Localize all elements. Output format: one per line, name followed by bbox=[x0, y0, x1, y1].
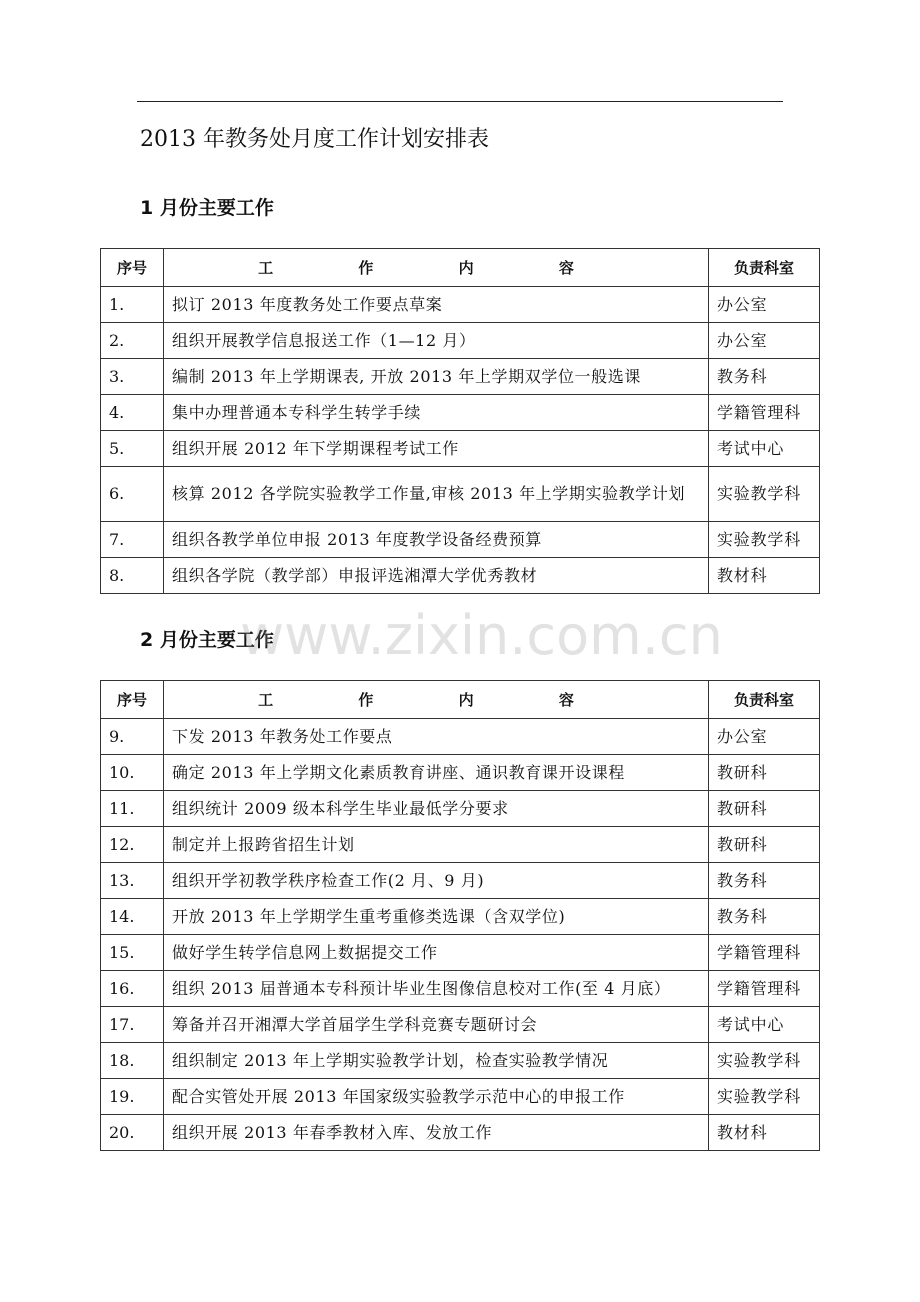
row-number: 3. bbox=[101, 359, 164, 395]
row-number: 8. bbox=[101, 558, 164, 594]
row-department: 教务科 bbox=[709, 359, 820, 395]
row-department: 考试中心 bbox=[709, 431, 820, 467]
row-department: 实验教学科 bbox=[709, 467, 820, 522]
table-row bbox=[101, 522, 820, 558]
row-department: 教务科 bbox=[709, 863, 820, 899]
header-num: 序号 bbox=[101, 681, 164, 719]
header-dept: 负责科室 bbox=[709, 249, 820, 287]
row-number: 17. bbox=[101, 1007, 164, 1043]
row-content: 编制 2013 年上学期课表, 开放 2013 年上学期双学位一般选课 bbox=[164, 359, 709, 395]
row-department: 教务科 bbox=[709, 899, 820, 935]
table-row bbox=[101, 755, 820, 791]
row-content: 集中办理普通本专科学生转学手续 bbox=[164, 395, 709, 431]
february-work-table bbox=[100, 680, 820, 1151]
row-department: 实验教学科 bbox=[709, 1079, 820, 1115]
table-row bbox=[101, 467, 820, 522]
section-heading-january: 1 月份主要工作 bbox=[140, 197, 274, 219]
document-title: 2013 年教务处月度工作计划安排表 bbox=[140, 127, 489, 152]
row-number: 18. bbox=[101, 1043, 164, 1079]
row-number: 19. bbox=[101, 1079, 164, 1115]
row-number: 10. bbox=[101, 755, 164, 791]
table-row bbox=[101, 935, 820, 971]
header-rule bbox=[137, 101, 783, 102]
row-content: 组织制定 2013 年上学期实验教学计划，检查实验教学情况 bbox=[164, 1043, 709, 1079]
table-row bbox=[101, 1043, 820, 1079]
row-content: 制定并上报跨省招生计划 bbox=[164, 827, 709, 863]
row-department: 教材科 bbox=[709, 1115, 820, 1151]
row-content: 确定 2013 年上学期文化素质教育讲座、通识教育课开设课程 bbox=[164, 755, 709, 791]
row-number: 13. bbox=[101, 863, 164, 899]
row-number: 1. bbox=[101, 287, 164, 323]
header-content: 工 作 内 容 bbox=[164, 249, 709, 287]
table-row bbox=[101, 827, 820, 863]
header-dept: 负责科室 bbox=[709, 681, 820, 719]
header-num: 序号 bbox=[101, 249, 164, 287]
row-department: 办公室 bbox=[709, 323, 820, 359]
table-row bbox=[101, 558, 820, 594]
january-work-table bbox=[100, 248, 820, 594]
row-department: 实验教学科 bbox=[709, 522, 820, 558]
table-row bbox=[101, 971, 820, 1007]
row-number: 12. bbox=[101, 827, 164, 863]
row-department: 教研科 bbox=[709, 827, 820, 863]
watermark: www.zixin.com.cn bbox=[240, 604, 723, 667]
table-row bbox=[101, 359, 820, 395]
row-department: 教研科 bbox=[709, 791, 820, 827]
row-content: 组织各学院（教学部）申报评选湘潭大学优秀教材 bbox=[164, 558, 709, 594]
table-row bbox=[101, 1115, 820, 1151]
row-department: 学籍管理科 bbox=[709, 395, 820, 431]
table-row bbox=[101, 899, 820, 935]
row-content: 组织各教学单位申报 2013 年度教学设备经费预算 bbox=[164, 522, 709, 558]
row-department: 教材科 bbox=[709, 558, 820, 594]
table-header-row bbox=[101, 249, 820, 287]
row-number: 5. bbox=[101, 431, 164, 467]
row-number: 11. bbox=[101, 791, 164, 827]
table-row bbox=[101, 863, 820, 899]
row-number: 15. bbox=[101, 935, 164, 971]
row-department: 考试中心 bbox=[709, 1007, 820, 1043]
table-row bbox=[101, 323, 820, 359]
row-number: 6. bbox=[101, 467, 164, 522]
row-department: 办公室 bbox=[709, 719, 820, 755]
table-row bbox=[101, 1079, 820, 1115]
row-number: 14. bbox=[101, 899, 164, 935]
table-row bbox=[101, 287, 820, 323]
table-header-row bbox=[101, 681, 820, 719]
row-number: 20. bbox=[101, 1115, 164, 1151]
section-heading-february: 2 月份主要工作 bbox=[140, 629, 274, 651]
row-content: 做好学生转学信息网上数据提交工作 bbox=[164, 935, 709, 971]
table-row bbox=[101, 1007, 820, 1043]
row-content: 拟订 2013 年度教务处工作要点草案 bbox=[164, 287, 709, 323]
row-number: 9. bbox=[101, 719, 164, 755]
row-content: 筹备并召开湘潭大学首届学生学科竞赛专题研讨会 bbox=[164, 1007, 709, 1043]
table-row bbox=[101, 791, 820, 827]
row-content: 组织统计 2009 级本科学生毕业最低学分要求 bbox=[164, 791, 709, 827]
row-content: 配合实管处开展 2013 年国家级实验教学示范中心的申报工作 bbox=[164, 1079, 709, 1115]
row-content: 组织开学初教学秩序检查工作(2 月、9 月) bbox=[164, 863, 709, 899]
row-number: 4. bbox=[101, 395, 164, 431]
row-content: 组织开展教学信息报送工作（1—12 月） bbox=[164, 323, 709, 359]
row-content: 组织开展 2013 年春季教材入库、发放工作 bbox=[164, 1115, 709, 1151]
row-content: 开放 2013 年上学期学生重考重修类选课（含双学位) bbox=[164, 899, 709, 935]
row-department: 实验教学科 bbox=[709, 1043, 820, 1079]
table-row bbox=[101, 719, 820, 755]
row-number: 16. bbox=[101, 971, 164, 1007]
row-department: 学籍管理科 bbox=[709, 935, 820, 971]
header-content: 工 作 内 容 bbox=[164, 681, 709, 719]
row-department: 教研科 bbox=[709, 755, 820, 791]
row-content: 核算 2012 各学院实验教学工作量,审核 2013 年上学期实验教学计划 bbox=[164, 467, 709, 522]
row-content: 组织开展 2012 年下学期课程考试工作 bbox=[164, 431, 709, 467]
row-content: 下发 2013 年教务处工作要点 bbox=[164, 719, 709, 755]
row-content: 组织 2013 届普通本专科预计毕业生图像信息校对工作(至 4 月底） bbox=[164, 971, 709, 1007]
row-department: 学籍管理科 bbox=[709, 971, 820, 1007]
row-number: 2. bbox=[101, 323, 164, 359]
row-department: 办公室 bbox=[709, 287, 820, 323]
table-row bbox=[101, 431, 820, 467]
table-row bbox=[101, 395, 820, 431]
row-number: 7. bbox=[101, 522, 164, 558]
